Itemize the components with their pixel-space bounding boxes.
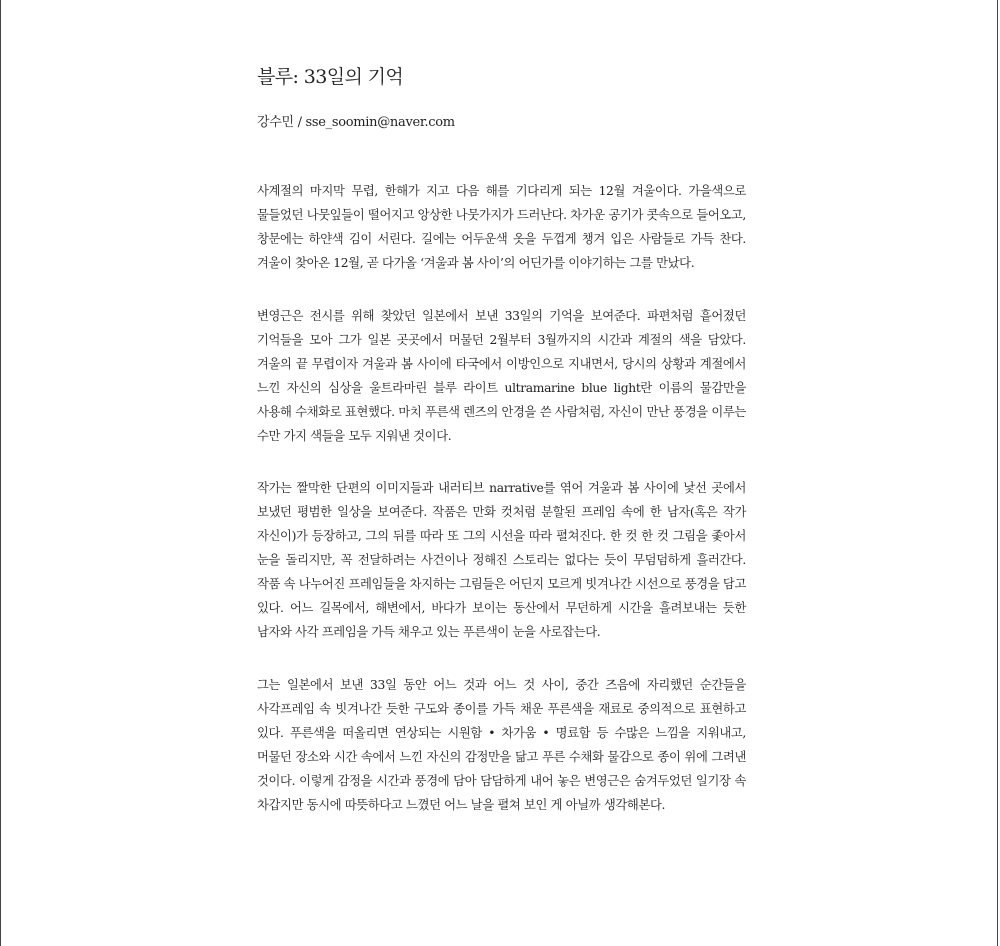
paragraph-4: 그는 일본에서 보낸 33일 동안 어느 것과 어느 것 사이, 중간 즈음에 자리했던 순간들을 사각프레임 속 빗겨나간 듯한 구도와 종이를 가득 채운 푸른색을 재료로 중의적으로 표현하고 있다. 푸른색을 떠올리면 연상되는 시원함 • 차가움 • 명료함 등 수많은 느낌을 지워내고, 머물던 장소와 시간 속에서 느낀 자신의 감정만을 닮고 푸른 수채화 물감으로 종이 위에 그려낸 것이다. 이렇게 감정을 시간과 풍경에 담아 담담하게 내어 놓은 변영근은 숨겨두었던 일기장 속 차갑지만 동시에 따뜻하다고 느꼈던 어느 날을 펼쳐 보인 게 아닐까 생각해본다. bbox=[257, 677, 746, 812]
article-byline: 강수민 / sse_soomin@naver.com bbox=[257, 115, 455, 130]
paragraph-3: 작가는 짤막한 단편의 이미지들과 내러티브 narrative를 엮어 겨울과 봄 사이에 낯선 곳에서 보냈던 평범한 일상을 보여준다. 작품은 만화 컷처럼 분할된 프레임 속에 한 남자(혹은 작가 자신이)가 등장하고, 그의 뒤를 따라 또 그의 시선을 따라 펼쳐진다. 한 컷 한 컷 그림을 좇아서 눈을 돌리지만, 꼭 전달하려는 사건이나 정해진 스토리는 없다는 듯이 무덤덤하게 흘러간다. 작품 속 나누어진 프레임들을 차지하는 그림들은 어딘지 모르게 빗겨나간 시선으로 풍경을 담고 있다. 어느 길목에서, 해변에서, 바다가 보이는 동산에서 무던하게 시간을 흘려보내는 듯한 남자와 사각 프레임을 가득 채우고 있는 푸른색이 눈을 사로잡는다. bbox=[257, 481, 746, 639]
article-title: 블루: 33일의 기억 bbox=[257, 66, 404, 88]
paragraph-1: 사계절의 마지막 무렵, 한해가 지고 다음 해를 기다리게 되는 12월 겨울이다. 가을색으로 물들었던 나뭇잎들이 떨어지고 앙상한 나뭇가지가 드러난다. 차가운 공기가 콧속으로 들어오고, 창문에는 하얀색 김이 서린다. 길에는 어두운색 옷을 두껍게 챙겨 입은 사람들로 가득 찬다. 겨울이 찾아온 12월, 곧 다가올 ‘겨울과 봄 사이’의 어딘가를 이야기하는 그를 만났다. bbox=[257, 184, 746, 270]
article-body bbox=[257, 179, 746, 817]
article bbox=[257, 62, 746, 845]
paragraph-2: 변영근은 전시를 위해 찾았던 일본에서 보낸 33일의 기억을 보여준다. 파편처럼 흩어졌던 기억들을 모아 그가 일본 곳곳에서 머물던 2월부터 3월까지의 시간과 계절의 색을 담았다. 겨울의 끝 무렵이자 겨울과 봄 사이에 타국에서 이방인으로 지내면서, 당시의 상황과 계절에서 느낀 자신의 심상을 울트라마린 블루 라이트 ultramarine blue light란 이름의 물감만을 사용해 수채화로 표현했다. 마치 푸른색 렌즈의 안경을 쓴 사람처럼, 자신이 만난 풍경을 이루는 수만 가지 색들을 모두 지워낸 것이다. bbox=[257, 308, 746, 443]
